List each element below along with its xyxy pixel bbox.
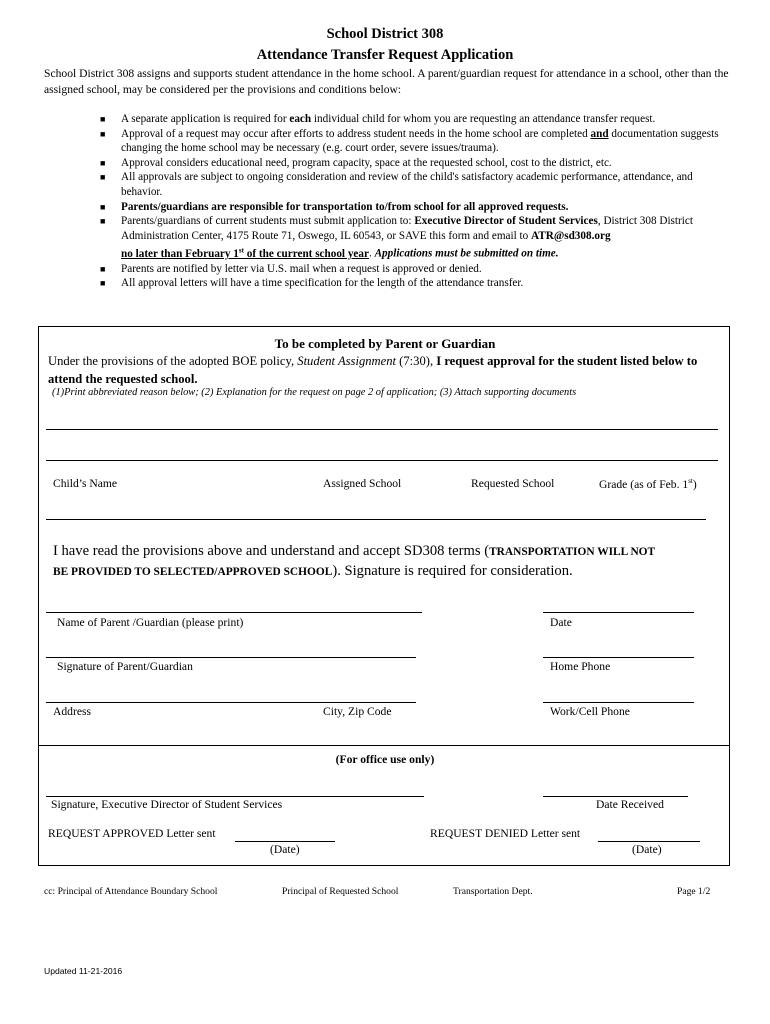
grade-label: Grade (as of Feb. 1st) <box>599 477 697 491</box>
bullet-icon: ■ <box>100 114 106 124</box>
cc-attendance-boundary: cc: Principal of Attendance Boundary School <box>44 886 218 897</box>
city-zip-label: City, Zip Code <box>323 705 392 718</box>
parent-signature-label: Signature of Parent/Guardian <box>57 660 193 673</box>
bullet-icon: ■ <box>100 278 106 289</box>
bullet-icon: ■ <box>100 157 106 168</box>
parent-name-label: Name of Parent /Guardian (please print) <box>57 616 244 629</box>
instructions-text: (1)Print abbreviated reason below; (2) Explanation for the request on page 2 of application; (3) Attach supporting documents <box>52 387 577 398</box>
exec-signature-label: Signature, Executive Director of Student Services <box>51 798 283 811</box>
page-number: Page 1/2 <box>677 886 711 897</box>
provision-item: ■ Parents are notified by letter via U.S. mail when a request is approved or denied. <box>100 262 482 275</box>
provision-item: ■ Approval considers educational need, program capacity, space at the requested school, cost to the district, etc. <box>100 156 612 169</box>
agreement-statement: I have read the provisions above and understand and accept SD308 terms (TRANSPORTATION WILL NOT BE PROVIDED TO SELECTED/APPROVED SCHOOL). Signature is required for consideration. <box>53 543 656 579</box>
provision-item: ■ All approvals are subject to ongoing consideration and review of the child's satisfactory academic performance, attendance, and behavior. <box>100 171 693 198</box>
bullet-icon: ■ <box>100 128 106 139</box>
provision-item: ■ Parents/guardians of current students must submit application to: Executive Director of Student Services, District 308 District Administration Center, 4175 Route 71, Oswego, IL 60543, or SAVE this form and email to ATR@sd308.org no later than February 1st of the current school year. Applications must be submitted on time. <box>100 215 693 261</box>
bullet-icon: ■ <box>100 216 106 227</box>
provision-item: ■ A separate application is required for each individual child for whom you are requesting an attendance transfer request. <box>100 113 656 125</box>
document-title: School District 308 <box>326 26 444 42</box>
provision-statement: Under the provisions of the adopted BOE policy, Student Assignment (7:30), I request approval for the student listed below to attend the requested school. <box>48 354 698 386</box>
date-received-line[interactable] <box>543 796 688 797</box>
provision-item: ■ All approval letters will have a time specification for the length of the attendance transfer. <box>100 277 524 290</box>
parent-signature-line[interactable] <box>46 657 416 658</box>
date-received-label: Date Received <box>596 798 664 811</box>
assigned-school-label: Assigned School <box>323 477 402 490</box>
denied-label: REQUEST DENIED Letter sent <box>430 827 581 840</box>
reason-line-1[interactable] <box>46 429 718 430</box>
cc-transportation: Transportation Dept. <box>453 886 533 897</box>
exec-signature-line[interactable] <box>46 796 424 797</box>
date-line[interactable] <box>543 612 694 613</box>
document-subtitle: Attendance Transfer Request Application <box>256 47 514 63</box>
cc-requested-school: Principal of Requested School <box>282 886 399 897</box>
parent-section-heading: To be completed by Parent or Guardian <box>274 336 496 351</box>
bullet-icon: ■ <box>100 172 106 183</box>
requested-school-label: Requested School <box>471 477 555 490</box>
bullet-icon: ■ <box>100 263 106 274</box>
work-phone-label: Work/Cell Phone <box>550 705 630 718</box>
updated-date: Updated 11-21-2016 <box>44 966 123 976</box>
childs-name-label: Child’s Name <box>53 477 118 490</box>
denied-date-line[interactable] <box>598 841 700 842</box>
address-line[interactable] <box>46 702 416 703</box>
provision-item: ■ Approval of a request may occur after efforts to address student needs in the home school are completed and documentation suggests changing the home school may be necessary (e.g. court order, severe issues/trauma). <box>100 127 719 155</box>
address-label: Address <box>53 705 91 718</box>
student-info-line[interactable] <box>46 519 706 520</box>
provision-item: ■ Parents/guardians are responsible for transportation to/from school for all approved requests. <box>100 200 569 213</box>
date-label: Date <box>550 616 572 629</box>
home-phone-line[interactable] <box>543 657 694 658</box>
work-phone-line[interactable] <box>543 702 694 703</box>
office-section-heading: (For office use only) <box>335 753 435 766</box>
bullet-icon: ■ <box>100 201 106 212</box>
intro-paragraph: School District 308 assigns and supports student attendance in the home school. A parent/guardian request for attendance in a school, other than the assigned school, may be considered per the provisions and conditions below: <box>44 67 729 96</box>
approved-date-line[interactable] <box>235 841 335 842</box>
approved-label: REQUEST APPROVED Letter sent <box>48 827 216 840</box>
provisions-list <box>100 112 730 291</box>
parent-name-line[interactable] <box>46 612 422 613</box>
email-address: ATR@sd308.org <box>531 229 611 242</box>
denied-date-label: (Date) <box>632 843 662 856</box>
approved-date-label: (Date) <box>270 843 300 856</box>
home-phone-label: Home Phone <box>550 660 611 673</box>
reason-line-2[interactable] <box>46 460 718 461</box>
